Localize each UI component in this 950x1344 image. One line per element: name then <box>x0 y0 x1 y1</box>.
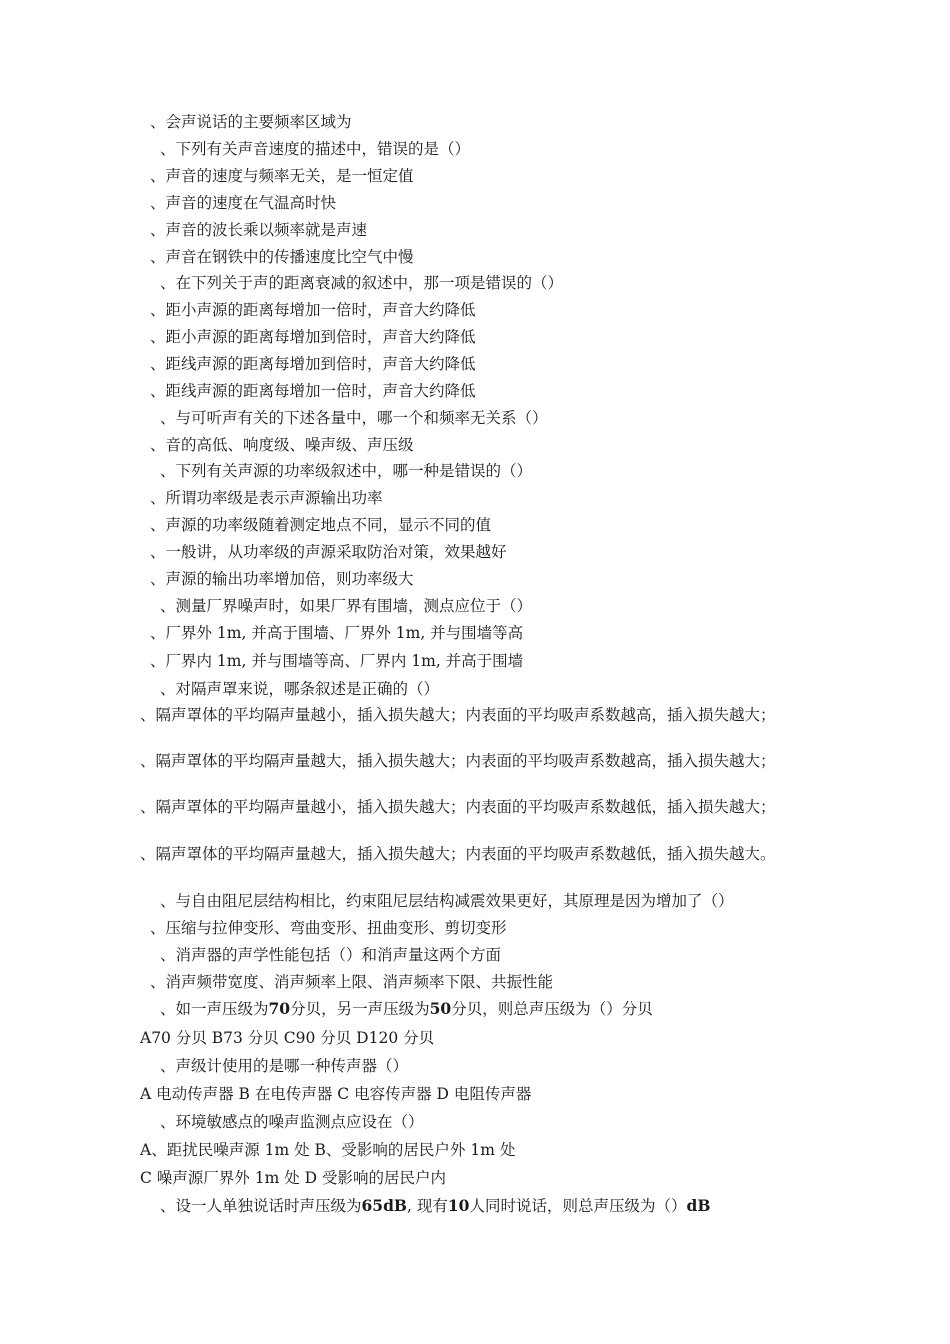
option-line: 、声音的波长乘以频率就是声速 <box>150 221 368 239</box>
option-line: 、声源的输出功率增加倍，则功率级大 <box>150 570 414 588</box>
question-distance-attenuation: 、在下列关于声的距离衰减的叙述中，那一项是错误的（） <box>160 274 564 292</box>
option-line: 、厂界内 1m, 并与围墙等高、厂界内 1m, 并高于围墙 <box>150 652 524 670</box>
question-text: , 现有 <box>407 1197 448 1215</box>
question-muffler: 、消声器的声学性能包括（）和消声量这两个方面 <box>160 946 502 964</box>
option-paragraph: 、隔声罩体的平均隔声量越小，插入损失越大；内表面的平均吸声系数越低，插入损失越大； <box>140 798 776 816</box>
question-text: 、设一人单独说话时声压级为 <box>160 1197 362 1215</box>
option-line: 、声源的功率级随着测定地点不同，显示不同的值 <box>150 516 492 534</box>
option-line: 、厂界外 1m, 并高于围墙、厂界外 1m, 并与围墙等高 <box>150 624 524 642</box>
question-sound-speed: 、下列有关声音速度的描述中，错误的是（） <box>160 140 471 158</box>
option-paragraph: 、隔声罩体的平均隔声量越大，插入损失越大；内表面的平均吸声系数越低，插入损失越大。 <box>140 845 776 863</box>
question-damping-layer: 、与自由阻尼层结构相比，约束阻尼层结构减震效果更好，其原理是因为增加了（） <box>160 892 734 910</box>
option-paragraph: 、隔声罩体的平均隔声量越小，插入损失越大；内表面的平均吸声系数越高，插入损失越大； <box>140 706 776 724</box>
option-line: 、所谓功率级是表示声源输出功率 <box>150 489 383 507</box>
question-power-level: 、下列有关声源的功率级叙述中，哪一种是错误的（） <box>160 462 533 480</box>
question-text: 分贝，另一声压级为 <box>290 1000 430 1018</box>
answer-options: A、距扰民噪声源 1m 处 B、受影响的居民户外 1m 处 <box>140 1141 516 1159</box>
question-text: 分贝，则总声压级为（）分贝 <box>451 1000 653 1018</box>
question-text: 、如一声压级为 <box>160 1000 269 1018</box>
option-line: 、消声频带宽度、消声频率上限、消声频率下限、共振性能 <box>150 973 554 991</box>
unit-db: dB <box>686 1196 711 1215</box>
value-70: 70 <box>268 999 291 1018</box>
option-line: 、距线声源的距离每增加一倍时，声音大约降低 <box>150 382 476 400</box>
answer-options: A 电动传声器 B 在电传声器 C 电容传声器 D 电阻传声器 <box>140 1085 532 1103</box>
option-paragraph: 、隔声罩体的平均隔声量越大，插入损失越大；内表面的平均吸声系数越高，插入损失越大； <box>140 752 776 770</box>
question-audible-sound: 、与可听声有关的下述各量中，哪一个和频率无关系（） <box>160 409 548 427</box>
question-ten-speakers <box>160 1196 710 1216</box>
option-line: 、一般讲，从功率级的声源采取防治对策，效果越好 <box>150 543 507 561</box>
question-monitoring-point: 、环境敏感点的噪声监测点应设在（） <box>160 1113 424 1131</box>
option-line: 、声音在钢铁中的传播速度比空气中慢 <box>150 248 414 266</box>
answer-options: A70 分贝 B73 分贝 C90 分贝 D120 分贝 <box>140 1029 435 1047</box>
option-line: 、距线声源的距离每增加到倍时，声音大约降低 <box>150 355 476 373</box>
option-line: 、声音的速度与频率无关，是一恒定值 <box>150 167 414 185</box>
answer-options: C 噪声源厂界外 1m 处 D 受影响的居民户内 <box>140 1169 446 1187</box>
question-enclosure: 、对隔声罩来说，哪条叙述是正确的（） <box>160 680 440 698</box>
option-line: 、声音的速度在气温高时快 <box>150 194 337 212</box>
value-10: 10 <box>447 1196 470 1215</box>
question-text: 人同时说话，则总声压级为（） <box>469 1197 687 1215</box>
question-boundary-noise: 、测量厂界噪声时，如果厂界有围墙，测点应位于（） <box>160 597 533 615</box>
option-line: 、音的高低、响度级、噪声级、声压级 <box>150 436 414 454</box>
value-65db: 65dB <box>361 1196 408 1215</box>
value-50: 50 <box>429 999 452 1018</box>
question-voice-frequency: 、会声说话的主要频率区域为 <box>150 113 352 131</box>
option-line: 、距小声源的距离每增加一倍时，声音大约降低 <box>150 301 476 319</box>
question-sum-level <box>160 999 653 1019</box>
question-microphone: 、声级计使用的是哪一种传声器（） <box>160 1057 409 1075</box>
option-line: 、距小声源的距离每增加到倍时，声音大约降低 <box>150 328 476 346</box>
option-line: 、压缩与拉伸变形、弯曲变形、扭曲变形、剪切变形 <box>150 919 507 937</box>
